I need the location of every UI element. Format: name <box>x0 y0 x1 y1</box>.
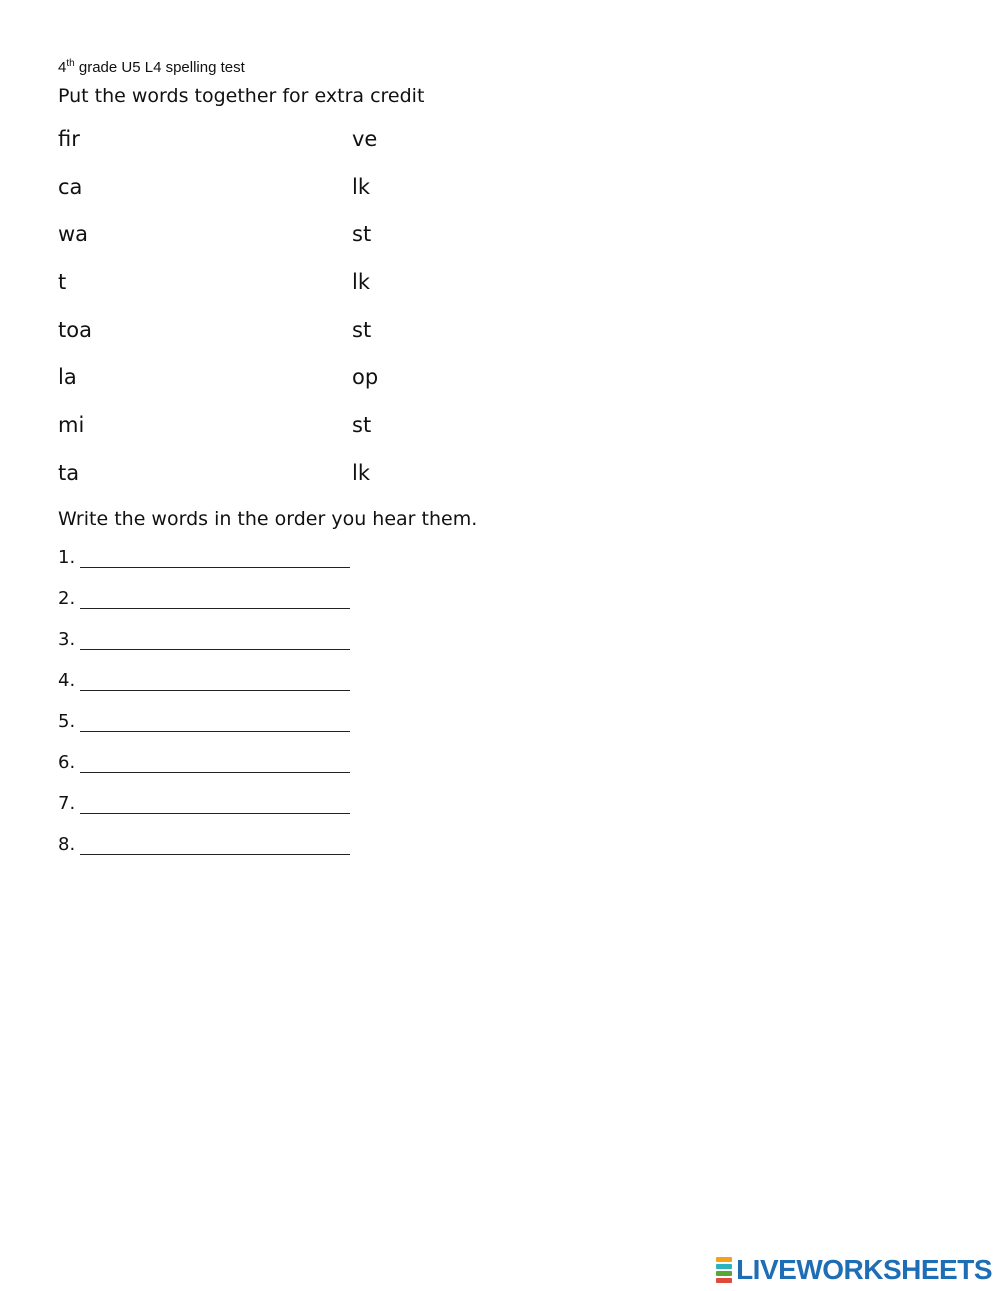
logo-mark-icon <box>716 1257 732 1284</box>
answer-number: 8. <box>58 834 76 855</box>
answer-number: 7. <box>58 793 76 814</box>
word-part-left: la <box>58 365 77 390</box>
answer-row <box>58 627 378 668</box>
answer-blank[interactable] <box>80 668 350 691</box>
word-part-right: ve <box>352 127 378 151</box>
word-part-left: ta <box>58 460 80 485</box>
word-part-left: ca <box>58 174 83 199</box>
word-part-right: lk <box>352 460 370 485</box>
word-parts-list <box>58 125 558 507</box>
word-part-right: op <box>352 365 379 390</box>
word-part-left: mi <box>58 413 85 438</box>
word-pair-row <box>58 173 558 221</box>
answer-blank[interactable] <box>80 545 350 568</box>
word-part-right: lk <box>352 174 370 199</box>
word-part-left: t <box>58 270 67 295</box>
answer-number: 4. <box>58 670 76 691</box>
word-part-left: wa <box>58 222 89 247</box>
word-part-right: lk <box>352 270 370 295</box>
answer-number: 6. <box>58 752 76 773</box>
answer-number: 5. <box>58 711 76 732</box>
logo-mark-bar <box>716 1257 732 1262</box>
header-title: grade U5 L4 spelling test <box>78 59 245 76</box>
answer-list <box>58 545 378 873</box>
worksheet-header <box>58 58 245 78</box>
word-pair-row <box>58 363 558 411</box>
word-part-left: toa <box>58 317 92 342</box>
answer-row <box>58 545 378 586</box>
answer-row <box>58 586 378 627</box>
answer-row <box>58 791 378 832</box>
word-part-left: fir <box>58 127 80 151</box>
answer-row <box>58 668 378 709</box>
word-pair-row <box>58 268 558 316</box>
answer-blank[interactable] <box>80 709 350 732</box>
logo-mark-bar <box>716 1271 732 1276</box>
answer-row <box>58 750 378 791</box>
word-pair-row <box>58 220 558 268</box>
logo-mark-bar <box>716 1278 732 1283</box>
logo-text: LIVEWORKSHEETS <box>736 1254 992 1285</box>
instruction-write: Write the words in the order you hear them. <box>58 508 478 530</box>
liveworksheets-logo[interactable] <box>716 1255 992 1285</box>
answer-blank[interactable] <box>80 586 350 609</box>
word-pair-row <box>58 411 558 459</box>
grade-suffix: th <box>66 58 75 69</box>
word-pair-row <box>58 125 558 173</box>
word-part-right: st <box>352 413 372 438</box>
answer-row <box>58 709 378 750</box>
answer-number: 3. <box>58 629 76 650</box>
grade-number: 4 <box>58 59 67 76</box>
answer-blank[interactable] <box>80 627 350 650</box>
answer-blank[interactable] <box>80 832 350 855</box>
word-pair-row <box>58 316 558 364</box>
word-part-right: st <box>352 317 372 342</box>
logo-mark-bar <box>716 1264 732 1269</box>
word-part-right: st <box>352 222 372 247</box>
answer-number: 2. <box>58 588 76 609</box>
answer-blank[interactable] <box>80 750 350 773</box>
instruction-combine: Put the words together for extra credit <box>58 85 425 107</box>
answer-blank[interactable] <box>80 791 350 814</box>
word-pair-row <box>58 459 558 507</box>
answer-number: 1. <box>58 547 76 568</box>
answer-row <box>58 832 378 873</box>
